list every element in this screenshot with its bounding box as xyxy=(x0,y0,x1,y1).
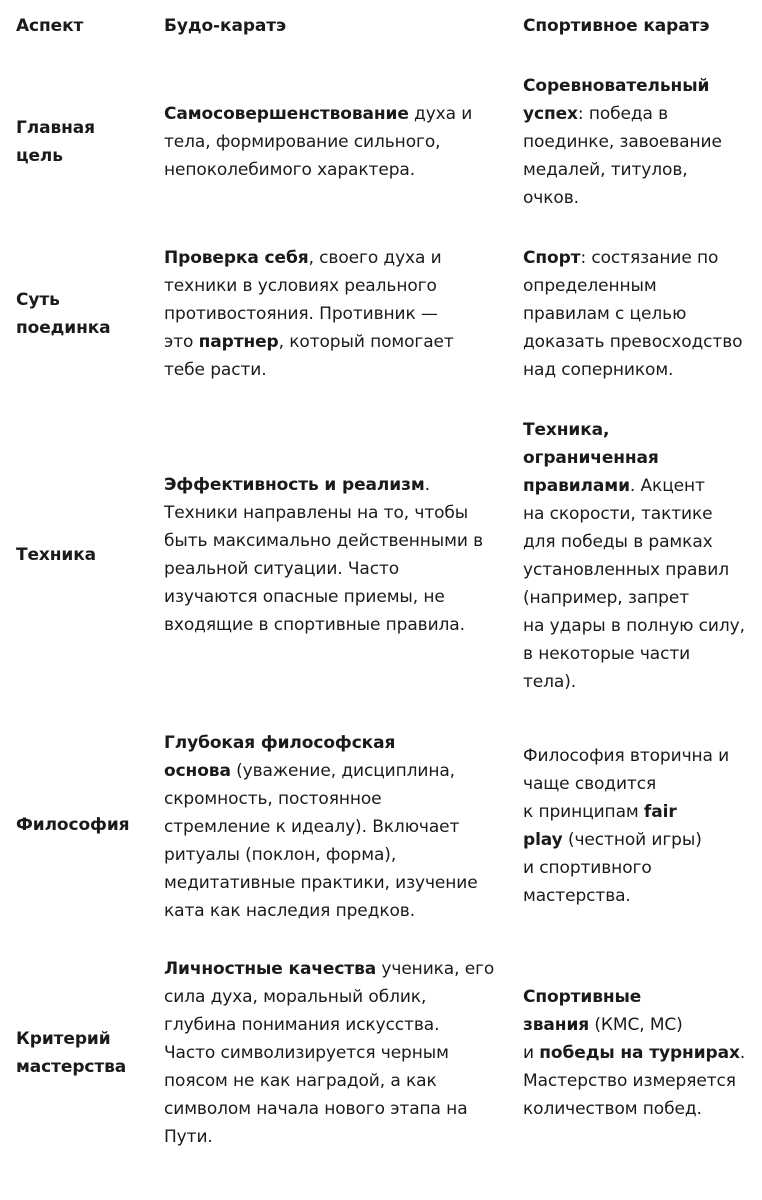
bold-text: fair xyxy=(643,802,677,822)
bold-text: успех xyxy=(523,104,578,124)
text: , своего духа и xyxy=(308,248,442,268)
bold-text: Самосовершенствование xyxy=(164,104,409,124)
text: (например, запрет xyxy=(523,588,690,608)
text: (честной игры) xyxy=(562,830,702,850)
cell-line xyxy=(523,556,759,584)
text: изучаются опасные приемы, не xyxy=(164,587,445,607)
text: на удары в полную силу, xyxy=(523,616,745,636)
text: непоколебимого характера. xyxy=(164,160,416,180)
cell-line xyxy=(164,841,514,869)
text: духа и xyxy=(408,104,473,124)
cell-line xyxy=(523,882,759,910)
cell-line xyxy=(523,156,759,184)
aspect-line: Главная xyxy=(16,118,95,138)
cell-line xyxy=(523,1067,759,1095)
cell-line xyxy=(523,826,759,854)
cell-line xyxy=(164,583,514,611)
text: определенным xyxy=(523,276,657,296)
cell-line xyxy=(523,1095,759,1123)
cell-line xyxy=(523,100,759,128)
sport-karate-cell xyxy=(523,416,759,696)
text: количеством побед. xyxy=(523,1099,702,1119)
cell-line xyxy=(523,742,759,770)
bold-text: Спортивные xyxy=(523,987,642,1007)
bold-text: Глубокая философская xyxy=(164,733,396,753)
bold-text: Техника, xyxy=(523,420,610,440)
text: , который помогает xyxy=(278,332,454,352)
text: : победа в xyxy=(577,104,669,124)
cell-line xyxy=(164,757,514,785)
cell-line xyxy=(164,785,514,813)
budo-karate-cell xyxy=(164,471,514,639)
text: Пути. xyxy=(164,1127,213,1147)
text: очков. xyxy=(523,188,579,208)
text: поясом не как наградой, а как xyxy=(164,1071,437,1091)
text: медитативные практики, изучение xyxy=(164,873,478,893)
text: чаще сводится xyxy=(523,774,657,794)
cell-line xyxy=(523,584,759,612)
text: реальной ситуации. Часто xyxy=(164,559,400,579)
cell-line xyxy=(523,668,759,696)
cell-line xyxy=(523,128,759,156)
text: и xyxy=(523,1043,540,1063)
cell-line xyxy=(523,612,759,640)
cell-line xyxy=(523,528,759,556)
cell-line xyxy=(523,640,759,668)
text: символом начала нового этапа на xyxy=(164,1099,468,1119)
text: медалей, титулов, xyxy=(523,160,688,180)
cell-line xyxy=(164,1067,514,1095)
sport-karate-cell xyxy=(523,244,759,384)
text: стремление к идеалу). Включает xyxy=(164,817,460,837)
text: Техники направлены на то, чтобы xyxy=(164,503,469,523)
cell-line xyxy=(164,499,514,527)
cell-line xyxy=(164,1095,514,1123)
cell-line xyxy=(523,72,759,100)
text: установленных правил xyxy=(523,560,729,580)
budo-karate-cell xyxy=(164,244,514,384)
text: . xyxy=(424,475,430,495)
text: . Акцент xyxy=(629,476,705,496)
bold-text: партнер xyxy=(198,332,279,352)
text: ката как наследия предков. xyxy=(164,901,416,921)
text: глубина понимания искусства. xyxy=(164,1015,440,1035)
bold-text: Личностные качества xyxy=(164,959,377,979)
text: противостояния. Противник — xyxy=(164,304,438,324)
aspect-line: Критерий xyxy=(16,1029,111,1049)
cell-line xyxy=(523,184,759,212)
aspect-cell xyxy=(16,114,146,170)
text: (КМС, МС) xyxy=(589,1015,683,1035)
bold-text: Спорт xyxy=(523,248,581,268)
text: (уважение, дисциплина, xyxy=(230,761,455,781)
text: к принципам xyxy=(523,802,644,822)
cell-line xyxy=(164,813,514,841)
bold-text: ограниченная xyxy=(523,448,659,468)
bold-text: play xyxy=(523,830,563,850)
cell-line xyxy=(523,472,759,500)
cell-line xyxy=(523,356,759,384)
text: Философия вторична и xyxy=(523,746,730,766)
cell-line xyxy=(164,244,514,272)
text: тела). xyxy=(523,672,577,692)
cell-line xyxy=(523,272,759,300)
cell-line xyxy=(164,156,514,184)
budo-karate-cell xyxy=(164,100,514,184)
cell-line xyxy=(164,611,514,639)
text: ритуалы (поклон, форма), xyxy=(164,845,397,865)
text: : состязание по xyxy=(580,248,719,268)
cell-line xyxy=(523,300,759,328)
bold-text: основа xyxy=(164,761,231,781)
text: скромность, постоянное xyxy=(164,789,382,809)
cell-line xyxy=(523,854,759,882)
bold-text: победы на турнирах xyxy=(539,1043,740,1063)
text: сила духа, моральный облик, xyxy=(164,987,427,1007)
text: мастерства. xyxy=(523,886,631,906)
cell-line xyxy=(523,770,759,798)
cell-line xyxy=(523,798,759,826)
text: . xyxy=(739,1043,746,1063)
text: поединке, завоевание xyxy=(523,132,722,152)
aspect-line: мастерства xyxy=(16,1057,127,1077)
cell-line xyxy=(523,444,759,472)
cell-line xyxy=(164,1123,514,1151)
cell-line xyxy=(164,272,514,300)
cell-line xyxy=(164,527,514,555)
cell-line xyxy=(164,471,514,499)
text: ученика, его xyxy=(376,959,495,979)
cell-line xyxy=(523,983,759,1011)
text: быть максимально действенными в xyxy=(164,531,484,551)
aspect-line: поединка xyxy=(16,318,111,338)
cell-line xyxy=(164,300,514,328)
text: доказать превосходство xyxy=(523,332,743,352)
header-sport-karate: Спортивное каратэ xyxy=(523,16,710,36)
text: Мастерство измеряется xyxy=(523,1071,736,1091)
aspect-cell xyxy=(16,541,146,569)
header-aspect: Аспект xyxy=(16,16,84,36)
aspect-cell xyxy=(16,811,146,839)
aspect-line: Суть xyxy=(16,290,60,310)
cell-line xyxy=(164,955,514,983)
aspect-line: Философия xyxy=(16,815,130,835)
text: правилам с целью xyxy=(523,304,687,324)
text: Часто символизируется черным xyxy=(164,1043,449,1063)
sport-karate-cell xyxy=(523,983,759,1123)
cell-line xyxy=(164,328,514,356)
text: и спортивного xyxy=(523,858,652,878)
cell-line xyxy=(164,869,514,897)
aspect-cell xyxy=(16,286,146,342)
cell-line xyxy=(164,897,514,925)
text: на скорости, тактике xyxy=(523,504,713,524)
budo-karate-cell xyxy=(164,729,514,925)
cell-line xyxy=(523,244,759,272)
text: над соперником. xyxy=(523,360,674,380)
cell-line xyxy=(523,416,759,444)
budo-karate-cell xyxy=(164,955,514,1151)
bold-text: Проверка себя xyxy=(164,248,309,268)
text: это xyxy=(164,332,199,352)
cell-line xyxy=(523,500,759,528)
bold-text: Соревновательный xyxy=(523,76,710,96)
text: в некоторые части xyxy=(523,644,691,664)
cell-line xyxy=(523,328,759,356)
cell-line xyxy=(164,356,514,384)
bold-text: Эффективность и реализм xyxy=(164,475,425,495)
text: тебе расти. xyxy=(164,360,267,380)
aspect-line: Техника xyxy=(16,545,97,565)
text: входящие в спортивные правила. xyxy=(164,615,465,635)
cell-line xyxy=(164,555,514,583)
sport-karate-cell xyxy=(523,742,759,910)
bold-text: звания xyxy=(523,1015,590,1035)
cell-line xyxy=(164,1011,514,1039)
text: тела, формирование сильного, xyxy=(164,132,441,152)
header-budo-karate: Будо-каратэ xyxy=(164,16,286,36)
cell-line xyxy=(164,983,514,1011)
aspect-line: цель xyxy=(16,146,63,166)
cell-line xyxy=(164,100,514,128)
text: для победы в рамках xyxy=(523,532,713,552)
cell-line xyxy=(164,128,514,156)
text: техники в условиях реального xyxy=(164,276,437,296)
cell-line xyxy=(164,1039,514,1067)
cell-line xyxy=(164,729,514,757)
cell-line xyxy=(523,1039,759,1067)
sport-karate-cell xyxy=(523,72,759,212)
cell-line xyxy=(523,1011,759,1039)
aspect-cell xyxy=(16,1025,146,1081)
bold-text: правилами xyxy=(523,476,630,496)
